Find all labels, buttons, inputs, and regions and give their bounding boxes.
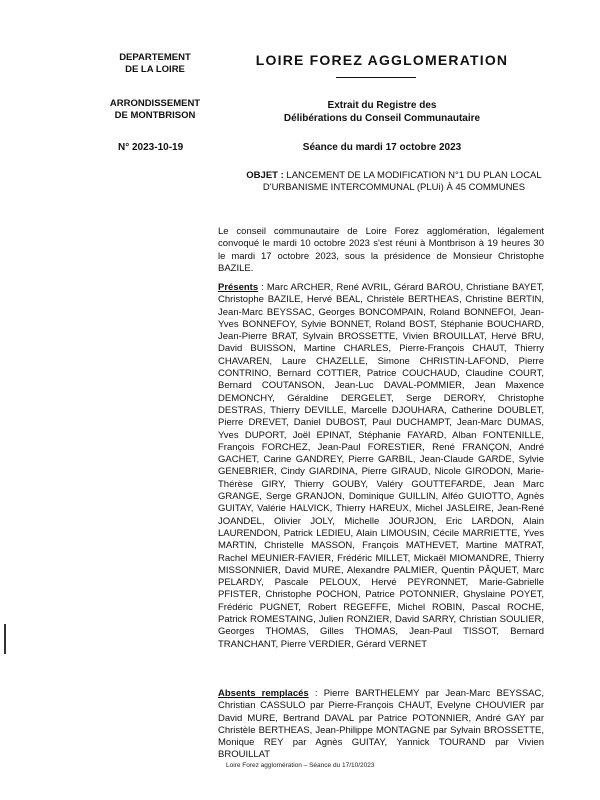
presents-list: : Marc ARCHER, René AVRIL, Gérard BAROU, Christiane BAYET, Christophe BAZILE, Hervé BEAL, Christèle BERTHEAS, Christine BERTIN, Jean-Marc BEYSSAC, Georges BONCOMPAIN, Roland BONNEFOI, Jean-Yves BONNEFOY, Sylvie BONNET, Roland BOST, Stéphanie BOUCHARD, Jean-Pierre BRAT, Sylvain BROSSETTE, Vivien BROUILLAT, Hervé BRU, David BUISSON, Martine CHARLES, Pierre-François CHAUT, Thierry CHAVAREN, Laure CHAZELLE, Simone CHRISTIN-LAFOND, Pierre CONTRINO, Bernard COTTIER, Patrice COUCHAUD, Claudine COURT, Bernard COUTANSON, Jean-Luc DAVAL-POMMIER, Jean Maxence DEMONCHY, Géraldine DERGELET, Serge DERORY, Christophe DESTRAS, Thierry DEVILLE, Marcelle DJOUHARA, Catherine DOUBLET, Pierre DREVET, Daniel DUBOST, Paul DUCHAMPT, Jean-Marc DUMAS, Yves DUPORT, Joël EPINAT, Stéphanie FAYARD, Alban FONTENILLE, François FORCHEZ, Jean-Paul FORESTIER, René FRANÇON, André GACHET, Carine GANDREY, Pierre GARBIL, Jean-Claude GARDE, Sylvie GENEBRIER, Cindy GIARDINA, Pierre GIRAUD, Nicole GIRODON, Marie-Thérèse GIRY, Thierry GOUBY, Valéry GOUTTEFARDE, Jean Marc GRANGE, Serge GRANJON, Dominique GUILLIN, Alféo GUIOTTO, Agnès GUITAY, Valérie HALVICK, Thierry HAREUX, Michel JASLEIRE, Jean-René JOANDEL, Olivier JOLY, Michelle JOURJON, Eric LARDON, Alain LAURENDON, Patrick LEDIEU, Alain LIMOUSIN, Cécile MARRIETTE, Yves MARTIN, Christelle MASSON, François MATHEVET, Martine MATRAT, Rachel MEUNIER-FAVIER, Frédéric MILLET, Mickaël MIOMANDRE, Thierry MISSONNIER, David MURE, Alexandre PALMIER, Quentin PÂQUET, Marc PELARDY, Pascale PELOUX, Hervé PEYRONNET, Marie-Gabrielle PFISTER, Christophe POCHON, Patrice POTONNIER, Ghyslaine POYET, Frédéric PUGNET, Robert REGEFFE, Michel ROBIN, Pascal ROCHE, Patrick ROMESTAING, Julien RONZIER, David SARRY, Christian SOULIER, Georges THOMAS, Gilles THOMAS, Jean-Paul TISSOT, Bernard TRANCHANT, Pierre VERDIER, Gérard VERNET (218, 282, 544, 650)
objet-text: LANCEMENT DE LA MODIFICATION N°1 DU PLAN LOCAL D'URBANISME INTERCOMMUNAL (PLUi) À 45 COMMUNES (262, 170, 542, 193)
department-line1: DEPARTEMENT (119, 52, 191, 63)
absents-label: Absents remplacés (218, 688, 309, 699)
department-label (100, 52, 210, 76)
objet-block (244, 170, 544, 194)
presents-paragraph (218, 282, 544, 651)
session-date: Séance du mardi 17 octobre 2023 (302, 142, 462, 153)
absents-paragraph (218, 688, 544, 762)
organization-title: LOIRE FOREZ AGGLOMERATION (255, 52, 509, 68)
convocation-paragraph: Le conseil communautaire de Loire Forez agglomération, légalement convoqué le mardi 10 octobre 2023 s'est réuni à Montbrison à 19 heures 30 le mardi 17 octobre 2023, sous la présidence de Monsieur Christophe BAZILE. (218, 226, 544, 274)
objet-label: OBJET : (246, 170, 284, 181)
register-extract-title (232, 100, 532, 125)
department-line2: DE LA LOIRE (125, 64, 185, 75)
margin-mark (4, 624, 6, 654)
title-underline (336, 77, 416, 78)
extract-line1: Extrait du Registre des (327, 100, 437, 111)
page-footer: Loire Forez agglomération – Séance du 17/10/2023 (226, 762, 375, 769)
presents-label: Présents (218, 282, 259, 293)
arrondissement-line1: ARRONDISSEMENT (109, 98, 201, 109)
extract-line2: Délibérations du Conseil Communautaire (283, 112, 481, 124)
deliberation-number: N° 2023-10-19 (118, 142, 184, 153)
absents-list: : Pierre BARTHELEMY par Jean-Marc BEYSSAC, Christian CASSULO par Pierre-François CHAUT, Evelyne CHOUVIER par David MURE, Bertrand DAVAL par Patrice POTONNIER, André GAY par Christèle BERTHEAS, Jean-Philippe MONTAGNE par Sylvain BROSSETTE, Monique REY par Agnès GUITAY, Yannick TOURAND par Vivien BROUILLAT (218, 688, 544, 761)
arrondissement-label (100, 98, 210, 122)
arrondissement-line2: DE MONTBRISON (114, 110, 196, 121)
